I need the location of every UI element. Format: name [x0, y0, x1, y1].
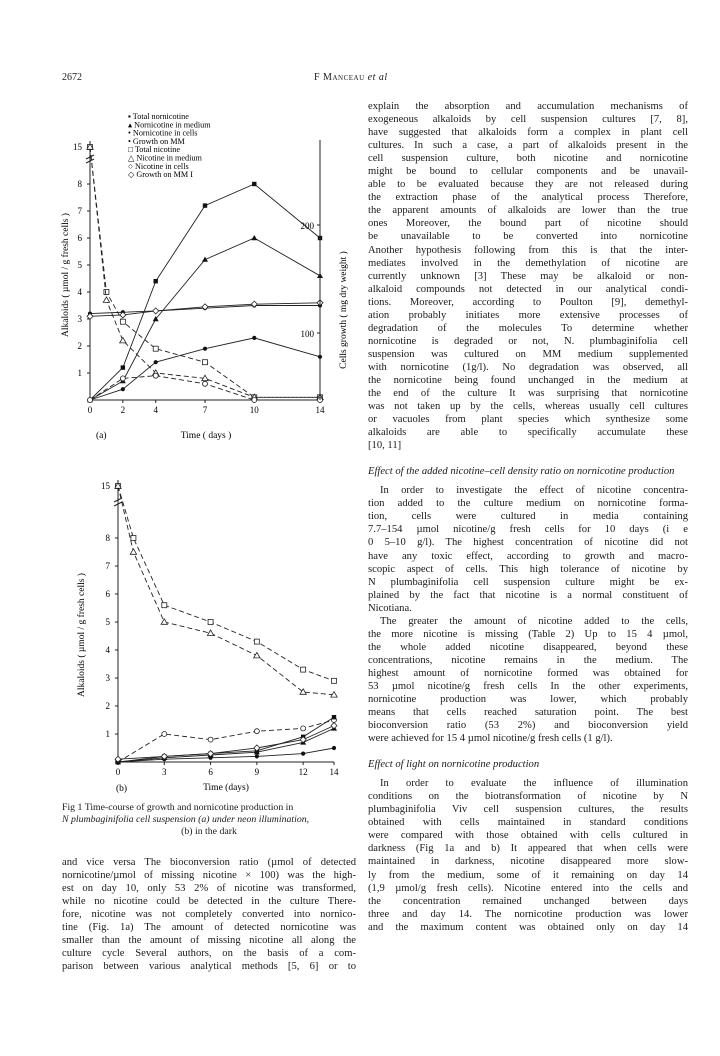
data-point — [332, 678, 337, 683]
text-line: plumbaginifolia Viv cell suspension cultures, the results — [368, 804, 688, 816]
text-line: [10, 11] — [368, 440, 402, 452]
legend-entry: • Nornicotine in cells — [128, 128, 198, 138]
text-line: the extraction phase of the analytical process Therefore, — [368, 192, 688, 204]
x-tick-label: 14 — [315, 405, 325, 415]
data-point — [121, 365, 125, 369]
caption-line: Fig 1 Time-course of growth and nornicotine production in — [62, 802, 294, 813]
caption-line: (b) in the dark — [181, 826, 237, 837]
text-line: the concentration remained unchanged between days — [368, 895, 688, 907]
y-tick-label: 3 — [105, 673, 110, 683]
text-line: three and day 14. The nornicotine production was lower — [368, 908, 688, 920]
data-point — [121, 387, 125, 391]
text-line: Another hypothesis following from this is that the inter- — [368, 244, 688, 256]
x-tick-label: 0 — [115, 767, 121, 777]
panel-label: (b) — [116, 784, 128, 794]
x-tick-label: 3 — [162, 767, 167, 777]
y-tick-label: 4 — [77, 287, 82, 297]
text-line: darkness (Fig 1a and b) It appeared that when cells were — [368, 843, 688, 855]
data-point — [301, 726, 306, 731]
y-tick-label: 5 — [77, 260, 82, 270]
text-line: was not taken up by the cells, whereas usually cell cultures — [368, 401, 688, 413]
text-line: means that cells reached saturation point. The best — [368, 707, 688, 719]
data-point — [301, 752, 305, 756]
x-tick-label: 14 — [329, 767, 339, 777]
running-head: F Manceau et al — [314, 72, 388, 83]
text-line: culture cycle Several authors, on the basis of a com- — [62, 948, 356, 960]
text-line: ly from the medium, some of it remaining on day 14 — [368, 869, 688, 881]
legend-entry: △ Nicotine in medium — [128, 153, 202, 163]
text-line: In order to evaluate the influence of illumination — [380, 778, 688, 790]
text-line: ation probably initiates more extensive processes of — [368, 309, 688, 321]
text-line: with nornicotine (1g/l). No degradation was observed, all — [368, 361, 688, 373]
data-point — [87, 313, 93, 319]
y-tick-label: 8 — [77, 179, 82, 189]
y2-tick-label: 200 — [300, 221, 314, 231]
figure-caption — [62, 802, 356, 838]
data-point — [131, 536, 136, 541]
y-tick-label: 1 — [105, 729, 110, 739]
text-line: smaller than the amount of missing nicotine all along the — [62, 935, 356, 947]
data-point — [153, 308, 159, 314]
text-line: were compared with those obtained with cells cultured in — [368, 830, 688, 842]
data-point — [161, 619, 167, 625]
data-point — [251, 235, 257, 240]
text-line: concentrations, nicotine remains in the medium. The — [368, 654, 688, 666]
text-line: conditions on the biotransformation of nicotine by N — [368, 791, 688, 803]
data-point — [153, 346, 158, 351]
text-line: obtained with cells maintained in standard conditions — [368, 817, 688, 829]
data-point — [332, 746, 336, 750]
text-line: degradation of the molecules To determine whether — [368, 322, 688, 334]
right-column-text — [368, 100, 688, 934]
text-line: tion, cells were cultured in media containing — [368, 511, 688, 523]
text-line: while no nicotine could be detected in the culture There- — [62, 896, 356, 908]
x-axis-title: Time ( days ) — [180, 431, 232, 441]
x-tick-label: 6 — [208, 767, 213, 777]
y2-tick-label: 100 — [300, 329, 314, 339]
x-tick-label: 2 — [120, 405, 126, 415]
text-line: The greater the amount of nicotine added to the cells, — [380, 615, 688, 627]
text-line: and vice versa The bioconversion ratio (µmol of detected — [62, 857, 356, 868]
text-line: nornicotine is degraded or not, N. plumbaginifolia cell — [368, 335, 688, 347]
text-line: have suggested that alkaloids form a complex in plant cell — [368, 127, 688, 139]
y-tick-label: 3 — [77, 314, 82, 324]
text-line: suspension was cultured on MM medium supplemented — [368, 348, 688, 360]
data-point — [300, 689, 306, 695]
y-tick-label: 2 — [77, 341, 82, 351]
data-point — [332, 715, 336, 719]
legend-entry: ◇ Growth on MM I — [128, 170, 193, 180]
data-point — [252, 336, 256, 340]
left-column-text — [62, 856, 356, 973]
data-point — [202, 304, 208, 310]
data-point — [255, 754, 259, 758]
text-line: In order to investigate the effect of nicotine concentra- — [380, 485, 688, 497]
text-line: might be bound to cellular components and be unavail- — [368, 166, 688, 178]
data-point — [88, 398, 93, 403]
panel-b — [76, 480, 339, 794]
text-line: explain the absorption and accumulation mechanisms of — [368, 101, 688, 112]
text-line: tion added to the culture medium on nornicotine forma- — [368, 498, 688, 510]
text-line: (1,9 µmol/g fresh cells). Nicotine entered into the cells and — [368, 882, 688, 894]
y-tick-label: 5 — [105, 617, 110, 627]
data-point — [203, 347, 207, 351]
data-point — [202, 257, 208, 262]
text-line: 7.7–154 µmol nicotine/g fresh cells for 10 days (i e — [368, 524, 688, 536]
x-tick-label: 12 — [298, 767, 308, 777]
legend-entry: ▴ Nornicotine in medium — [128, 120, 211, 130]
data-point — [203, 381, 208, 386]
series-line — [118, 486, 334, 695]
y-tick-label: 6 — [77, 233, 82, 243]
legend-entry: ○ Nicotine in cells — [128, 161, 189, 171]
legend-entry: ▪ Total nornicotine — [128, 112, 189, 121]
text-line: Nicotiana. — [368, 602, 412, 614]
data-point — [120, 319, 125, 324]
data-point — [120, 376, 125, 381]
text-line: or vacuoles from plant species which synthesize some — [368, 414, 688, 426]
text-line: have any toxic effect, according to growth and macro- — [368, 550, 688, 562]
text-line: maintained in darkness, nicotine disappeared more slow- — [368, 856, 688, 868]
y-tick-label: 4 — [105, 645, 110, 655]
text-line: and the maximum content was obtained only on day 14 — [368, 921, 688, 933]
data-point — [153, 373, 158, 378]
text-line: est on day 10, only 53 2% of nicotine was transformed, — [62, 883, 356, 895]
data-point — [130, 549, 136, 555]
text-line: the apparent amounts of alkaloids are lower than the true — [368, 205, 688, 217]
y-tick-label: 6 — [105, 589, 110, 599]
y-axis-title: Alkaloids ( µmol / g fresh cells ) — [61, 213, 71, 337]
text-line: nornicotine/µmol of missing nicotine × 100) was the high- — [62, 870, 356, 882]
data-point — [254, 729, 259, 734]
data-point — [120, 337, 126, 343]
text-line: mediates involved in the demethylation of nicotine are — [368, 257, 688, 269]
legend — [128, 112, 211, 179]
text-line: tine (Fig. 1a) The amount of detected nornicotine was — [62, 922, 356, 934]
y-tick-label: 7 — [105, 561, 110, 571]
data-point — [120, 312, 126, 318]
text-line: able to be evaluated because they are not released during — [368, 179, 688, 191]
figure-svg — [56, 100, 356, 800]
data-point — [301, 667, 306, 672]
data-point — [103, 297, 109, 303]
data-point — [154, 360, 158, 364]
data-point — [162, 732, 167, 737]
text-line: exogeneous alkaloids by cell suspension cultures [7, 8], — [368, 114, 688, 126]
x-tick-label: 4 — [153, 405, 158, 415]
panel-label: (a) — [96, 431, 107, 441]
text-line: plained by the fact that nicotine is a normal constituent of — [368, 589, 688, 601]
data-point — [252, 182, 256, 186]
text-line: the more nicotine is missing (Table 2) Up to 15 4 µmol, — [368, 628, 688, 640]
data-point — [104, 290, 109, 295]
data-point — [154, 279, 158, 283]
text-line: tions. Moreover, according to Poulton [9], demethyl- — [368, 296, 688, 308]
legend-entry: • Growth on MM — [128, 136, 185, 146]
y-axis-title: Alkaloids ( µmol / g fresh cells ) — [77, 573, 87, 697]
section-heading: Effect of light on nornicotine production — [368, 759, 540, 771]
y-tick-label: 2 — [105, 701, 110, 711]
page-number: 2672 — [62, 72, 82, 83]
data-point — [254, 639, 259, 644]
x-tick-label: 10 — [249, 405, 259, 415]
text-line: alkaloids are able to specifically accumulate these — [368, 427, 688, 439]
text-line: the end of the culture It was surprising that nornicotine — [368, 388, 688, 400]
text-line: the whole added nicotine disappeared, beyond these — [368, 641, 688, 653]
x-tick-label: 7 — [202, 405, 208, 415]
caption-line: N plumbaginifolia cell suspension (a) under neon illumination, — [62, 814, 310, 825]
data-point — [254, 652, 260, 658]
text-line: cell suspension culture, both nicotine and nornicotine — [368, 153, 688, 165]
text-line: fore, nicotine was not completely converted into nornico- — [62, 909, 356, 921]
text-line: the nornicotine being found unchanged in the medium at — [368, 374, 688, 386]
figure-1 — [56, 100, 356, 805]
series-line — [118, 486, 334, 681]
panel-a — [60, 112, 349, 441]
text-line: 0 5–10 g/l). The highest concentration of nicotine did not — [368, 537, 688, 549]
text-line: be unavailable to be converted into nornicotine — [368, 231, 688, 243]
data-point — [252, 398, 257, 403]
data-point — [208, 737, 213, 742]
data-point — [208, 620, 213, 625]
text-line: nornicotine production was lower, which probably — [368, 694, 688, 706]
y-tick-label: 15 — [73, 142, 82, 152]
y2-axis-title: Cells growth ( mg dry weight ) — [339, 251, 349, 369]
x-tick-label: 9 — [254, 767, 260, 777]
data-point — [331, 723, 337, 729]
text-line: scopic aspect of cells. This high tolerance of nicotine by — [368, 563, 688, 575]
data-point — [162, 603, 167, 608]
text-line: ones Moreover, the bound part of nicotine should — [368, 218, 688, 230]
text-line: bioconversion ratio (53 2%) and bioconversion yield — [368, 720, 688, 732]
data-point — [203, 360, 208, 365]
section-heading: Effect of the added nicotine–cell density ratio on nornicotine production — [368, 466, 675, 478]
text-line: N plumbaginifolia cell suspension culture might be ex- — [368, 576, 688, 588]
x-axis-title: Time (days) — [203, 783, 249, 793]
data-point — [251, 301, 257, 307]
y-tick-label: 7 — [77, 206, 82, 216]
y-tick-label: 8 — [105, 533, 110, 543]
text-line: highest amount of nornicotine formed was obtained for — [368, 667, 688, 679]
text-line: alkaloid compounds not detected in our analytical condi- — [368, 283, 688, 295]
text-line: parison between various analytical methods [5, 6] or to — [62, 961, 356, 973]
data-point — [203, 203, 207, 207]
text-line: currently unknown [3] These may be alkaloid or non- — [368, 270, 688, 282]
text-line: were achieved for 15 4 µmol nicotine/g fresh cells (1 g/l). — [368, 733, 613, 745]
legend-entry: □ Total nicotine — [128, 145, 180, 155]
y-tick-label: 1 — [77, 368, 82, 378]
x-tick-label: 0 — [87, 405, 93, 415]
data-point — [207, 630, 213, 636]
text-line: 53 µmol nicotine/g fresh cells In the other experiments, — [368, 680, 688, 692]
text-line: cultures. In such a case, a part of alkaloids present in the — [368, 140, 688, 152]
y-tick-label: 15 — [101, 481, 110, 491]
